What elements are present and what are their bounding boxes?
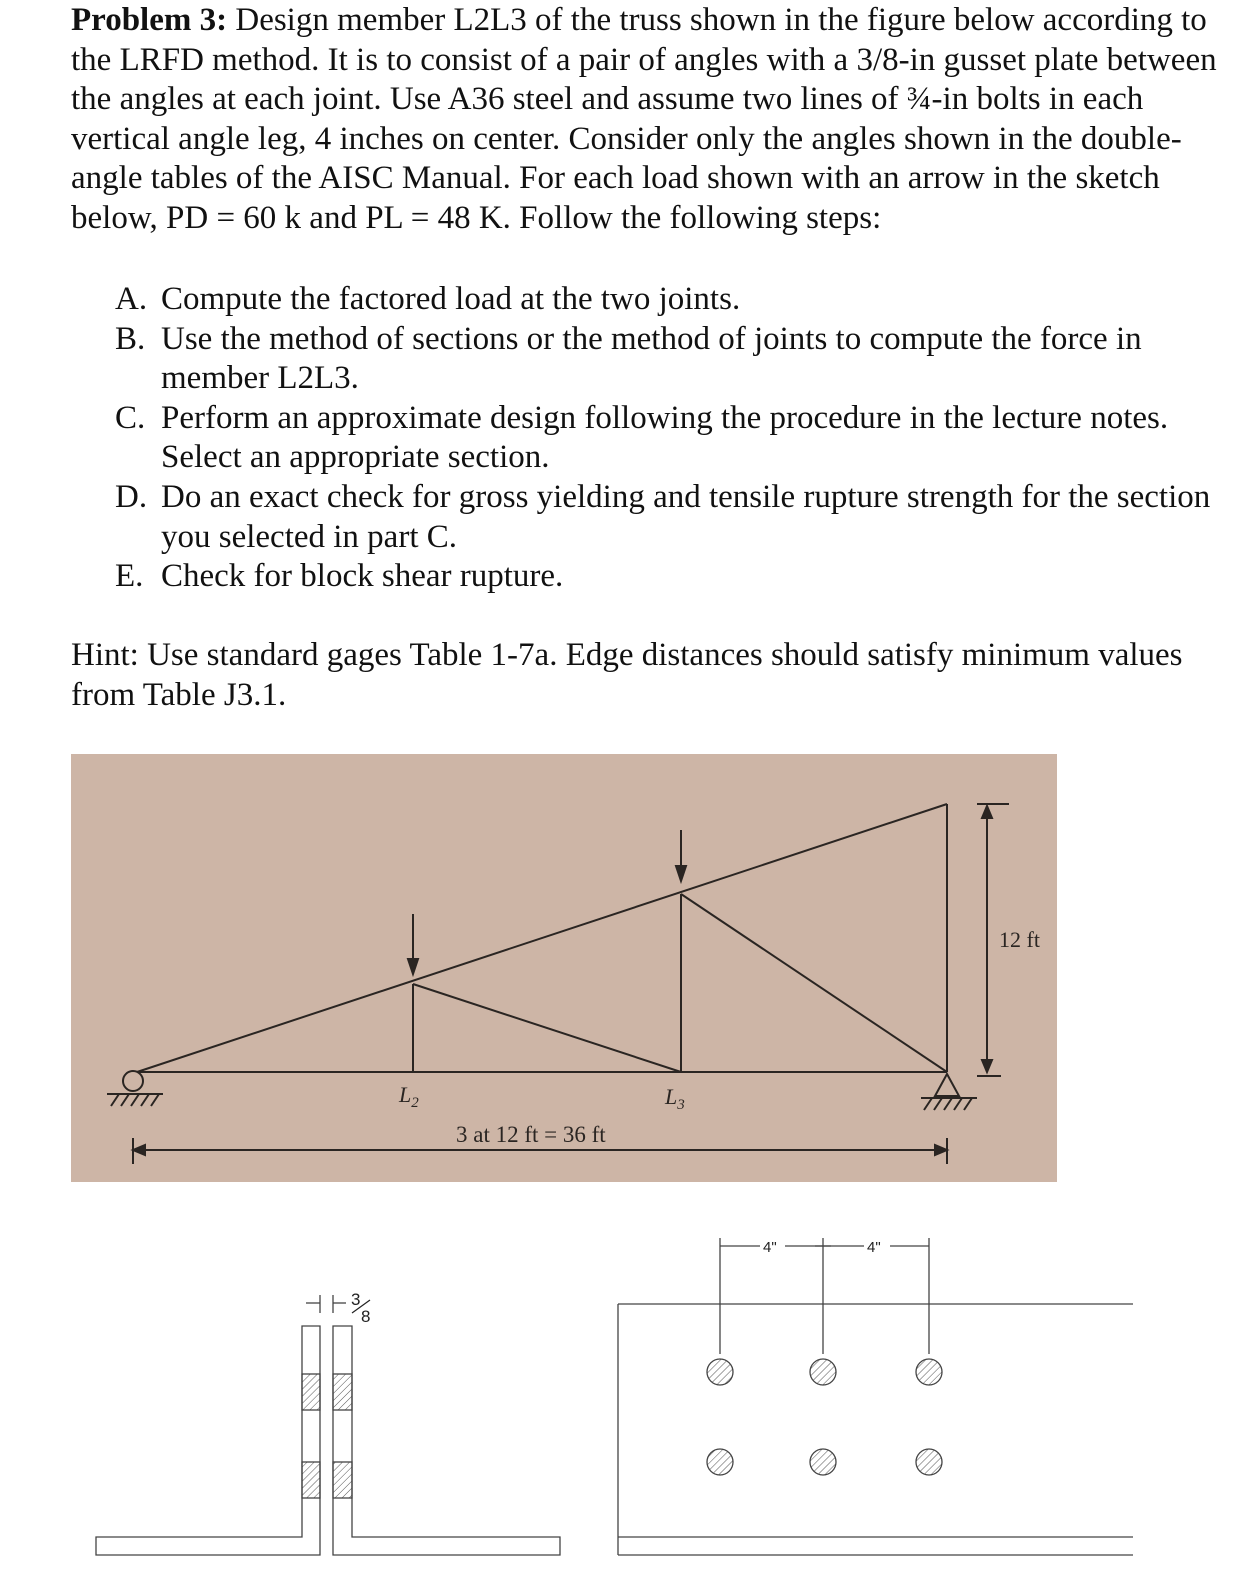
step-item	[115, 478, 1235, 557]
gusset-thickness-num: 3	[351, 1290, 361, 1309]
step-item	[115, 399, 1235, 478]
bolt-hole	[707, 1449, 733, 1475]
height-label: 12 ft	[999, 927, 1040, 952]
problem-label: Problem 3:	[71, 2, 228, 38]
gusset-thickness-den: 8	[361, 1307, 371, 1326]
step-item	[115, 280, 1235, 320]
bolt-hole	[810, 1359, 836, 1385]
double-angle-section	[96, 1295, 560, 1555]
bolt-holes	[707, 1359, 942, 1475]
problem-statement	[71, 1, 1236, 239]
bolt-hatch	[333, 1374, 352, 1410]
step-item	[115, 320, 1235, 399]
bolt-spacing-1: 4"	[763, 1239, 777, 1256]
hint-text: Hint: Use standard gages Table 1-7a. Edge distances should satisfy minimum values from Table J3.1.	[71, 637, 1183, 713]
detail-figures	[0, 1182, 1260, 1575]
problem-body: Design member L2L3 of the truss shown in the figure below according to the LRFD method. It is to consist of a pair of angles with a 3/8-in gusset plate between the angles at each joint. Use A36 steel and assume two lines of ¾-in bolts in each vertical angle leg, 4 inches on center. Consider only the angles shown in the double-angle tables of the AISC Manual. For each load shown with an arrow in the sketch below, PD = 60 k and PL = 48 K. Follow the following steps:	[71, 2, 1217, 236]
step-text: Compute the factored load at the two joints.	[161, 281, 741, 317]
photo-background	[71, 754, 1057, 1182]
bolt-hole	[916, 1359, 942, 1385]
bolt-hatch	[333, 1462, 352, 1498]
bolt-pattern	[618, 1238, 1133, 1555]
span-label: 3 at 12 ft = 36 ft	[456, 1122, 606, 1147]
step-text: Check for block shear rupture.	[161, 558, 564, 595]
step-text: Perform an approximate design following the procedure in the lecture notes. Select an appropriate section.	[161, 399, 1169, 476]
bolt-hole	[916, 1449, 942, 1475]
step-letter: C.	[115, 399, 146, 436]
step-letter: A.	[115, 281, 148, 317]
step-letter: E.	[115, 558, 144, 595]
node-label-l2: $L_2$	[399, 1082, 419, 1111]
bolt-hole	[810, 1449, 836, 1475]
steps-list	[115, 280, 1235, 597]
bolt-hatch	[302, 1374, 320, 1410]
bolt-hole	[707, 1359, 733, 1385]
node-label-l3: $L_3$	[665, 1084, 685, 1113]
bolt-hatch	[302, 1462, 320, 1498]
step-letter: D.	[115, 478, 148, 515]
step-letter: B.	[115, 320, 146, 357]
step-item	[115, 557, 1235, 597]
right-angle	[333, 1326, 560, 1555]
bolt-spacing-2: 4"	[867, 1239, 881, 1256]
step-text: Use the method of sections or the method of joints to compute the force in member L2L3.	[161, 320, 1142, 397]
left-angle	[96, 1326, 320, 1555]
step-text: Do an exact check for gross yielding and tensile rupture strength for the section you selected in part C.	[161, 478, 1211, 555]
truss-figure	[71, 754, 1057, 1182]
